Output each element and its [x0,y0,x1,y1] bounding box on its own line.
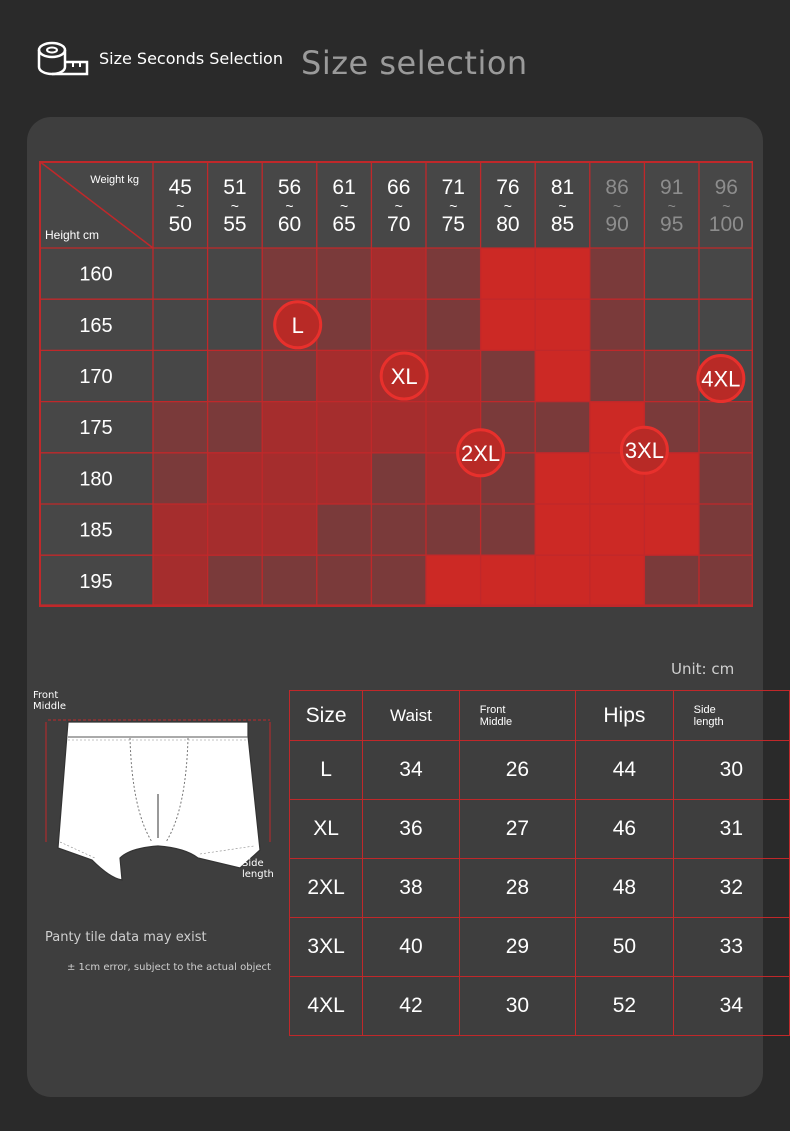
height-row-label: 165 [79,314,113,337]
grid-cell [535,453,590,504]
size-badge-label: L [291,312,304,338]
weight-tilde: ~ [722,198,731,214]
grid-cell [590,248,645,299]
grid-cell [426,350,481,401]
weight-bottom-label: 90 [605,213,629,236]
weight-tilde: ~ [558,198,567,214]
grid-cell [699,504,753,555]
weight-tilde: ~ [285,198,294,214]
front-middle-label-line2: Middle [33,701,67,712]
size-badge-label: XL [390,364,418,389]
measurement-cell: 31 [673,800,789,859]
grid-cell [153,453,208,504]
grid-cell [208,555,263,606]
grid-cell [317,453,372,504]
weight-top-label: 71 [441,176,465,199]
weight-tilde: ~ [667,198,676,214]
weight-bottom-label: 55 [223,213,247,236]
front-middle-label-line1: Front [33,690,59,701]
grid-cell [699,248,753,299]
weight-bottom-label: 85 [550,213,575,236]
grid-cell [317,555,372,606]
measurement-cell: 28 [459,859,575,918]
grid-cell [208,504,263,555]
measurement-cell: 30 [673,741,789,800]
measurement-header-cell: Side length [673,691,789,741]
grid-cell [535,350,590,401]
grid-cell [208,350,263,401]
grid-cell [208,299,263,350]
weight-bottom-label: 65 [332,213,356,236]
side-length-label-line1: Side [242,858,264,869]
grid-cell [535,248,590,299]
height-row-label: 180 [79,468,113,491]
grid-cell [481,350,536,401]
weight-bottom-label: 60 [277,213,302,236]
measurement-cell: 34 [673,977,789,1036]
grid-cell [590,299,645,350]
measurement-cell: 36 [363,800,460,859]
weight-tilde: ~ [230,198,239,214]
front-middle-label [33,690,66,712]
measurement-body [290,741,790,1036]
weight-tilde: ~ [340,198,349,214]
grid-cell [699,299,753,350]
measurement-cell: 38 [363,859,460,918]
side-length-label [242,858,274,880]
measurement-cell: 46 [576,800,674,859]
weight-bottom-label: 50 [168,213,192,236]
grid-cell [208,453,263,504]
grid-cell [481,555,536,606]
size-grid [39,161,753,609]
grid-cell [481,504,536,555]
measurement-cell: 48 [576,859,674,918]
grid-cell [317,504,372,555]
weight-bottom-label: 80 [496,213,520,236]
measurement-cell: 26 [459,741,575,800]
weight-tilde: ~ [503,198,512,214]
weight-bottom-label: 70 [387,213,411,236]
measurement-row [290,800,790,859]
grid-cell [153,504,208,555]
weight-tilde: ~ [613,198,622,214]
weight-top-label: 51 [223,176,247,199]
grid-cell [153,248,208,299]
weight-axis-label: Weight kg [90,174,139,186]
height-row-label: 170 [79,366,113,388]
weight-bottom-label: 95 [660,213,684,236]
measurement-row [290,977,790,1036]
grid-cell [208,402,263,453]
measurement-cell: 33 [673,918,789,977]
weight-top-label: 45 [168,176,192,199]
weight-top-label: 91 [660,176,684,199]
grid-cell [317,299,372,350]
measurement-cell: 40 [363,918,460,977]
measurement-cell: 4XL [290,977,363,1036]
page-title: Size selection [301,44,528,82]
grid-cell [262,504,317,555]
weight-top-label: 81 [550,176,575,199]
grid-cell [317,248,372,299]
measurement-header-cell: Size [290,691,363,741]
size-badge-label: 3XL [624,438,664,464]
measurement-row [290,918,790,977]
measurement-header-row [290,691,790,741]
measurement-cell: 2XL [290,859,363,918]
weight-tilde: ~ [449,198,458,214]
measurement-cell: 44 [576,741,674,800]
grid-cell [699,453,753,504]
grid-cell [481,248,536,299]
header-subtitle: Size Seconds Selection [99,49,283,68]
disclaimer-line2: ± 1cm error, subject to the actual object [67,962,271,973]
grid-cell [590,504,645,555]
grid-cell [590,555,645,606]
grid-cell [426,248,481,299]
height-row-label: 160 [79,263,113,286]
grid-cell [644,504,699,555]
grid-cell [371,504,426,555]
measurement-cell: L [290,741,363,800]
weight-top-label: 61 [332,176,356,199]
measurement-cell: XL [290,800,363,859]
measurement-header-cell: Waist [363,691,460,741]
grid-cell [644,299,699,350]
grid-cell [590,350,645,401]
grid-cell [644,248,699,299]
grid-cell [153,402,208,453]
weight-top-label: 56 [277,176,302,199]
grid-cell [317,402,372,453]
grid-cell [699,402,753,453]
weight-top-label: 96 [714,176,738,199]
grid-cell [262,555,317,606]
grid-cell [371,299,426,350]
measurement-table [289,690,790,1036]
size-badge-label: 4XL [701,366,741,392]
measurement-cell: 34 [363,741,460,800]
measurement-cell: 27 [459,800,575,859]
unit-label: Unit: cm [671,660,735,678]
grid-cell [426,504,481,555]
measurement-header-cell: Front Middle [459,691,575,741]
grid-cell [262,248,317,299]
measurement-row [290,741,790,800]
weight-top-label: 86 [605,176,629,199]
weight-top-label: 76 [496,176,520,199]
grid-cell [535,504,590,555]
grid-cell [426,555,481,606]
grid-cell [535,402,590,453]
measurement-cell: 29 [459,918,575,977]
grid-cell [481,299,536,350]
weight-bottom-label: 100 [708,213,744,236]
grid-cell [153,555,208,606]
weight-bottom-label: 75 [441,213,465,236]
grid-cell [371,248,426,299]
grid-cell [208,248,263,299]
weight-tilde: ~ [394,198,403,214]
grid-cell [262,402,317,453]
grid-cell [699,555,753,606]
measurement-cell: 32 [673,859,789,918]
grid-cell [644,555,699,606]
grid-cell [371,402,426,453]
measurement-cell: 42 [363,977,460,1036]
tape-measure-icon [37,40,89,78]
weight-tilde: ~ [176,198,185,214]
disclaimer-line1: Panty tile data may exist [45,930,207,945]
grid-cell [317,350,372,401]
measurement-row [290,859,790,918]
measurement-header-cell: Hips [576,691,674,741]
size-badge-label: 2XL [461,440,501,466]
measurement-cell: 50 [576,918,674,977]
grid-cell [371,555,426,606]
grid-cell [153,299,208,350]
grid-cell [644,350,699,401]
grid-cell [153,350,208,401]
height-axis-label: Height cm [45,228,100,242]
grid-cell [535,299,590,350]
grid-cell [426,299,481,350]
weight-top-label: 66 [387,176,411,199]
grid-cell [262,350,317,401]
height-row-label: 175 [79,417,113,440]
grid-cell [535,555,590,606]
measurement-cell: 30 [459,977,575,1036]
measurement-cell: 52 [576,977,674,1036]
height-row-label: 185 [79,519,113,542]
measurement-cell: 3XL [290,918,363,977]
grid-cell [262,453,317,504]
height-row-label: 195 [79,570,113,593]
side-length-label-line2: length [242,869,274,880]
grid-cell [371,453,426,504]
